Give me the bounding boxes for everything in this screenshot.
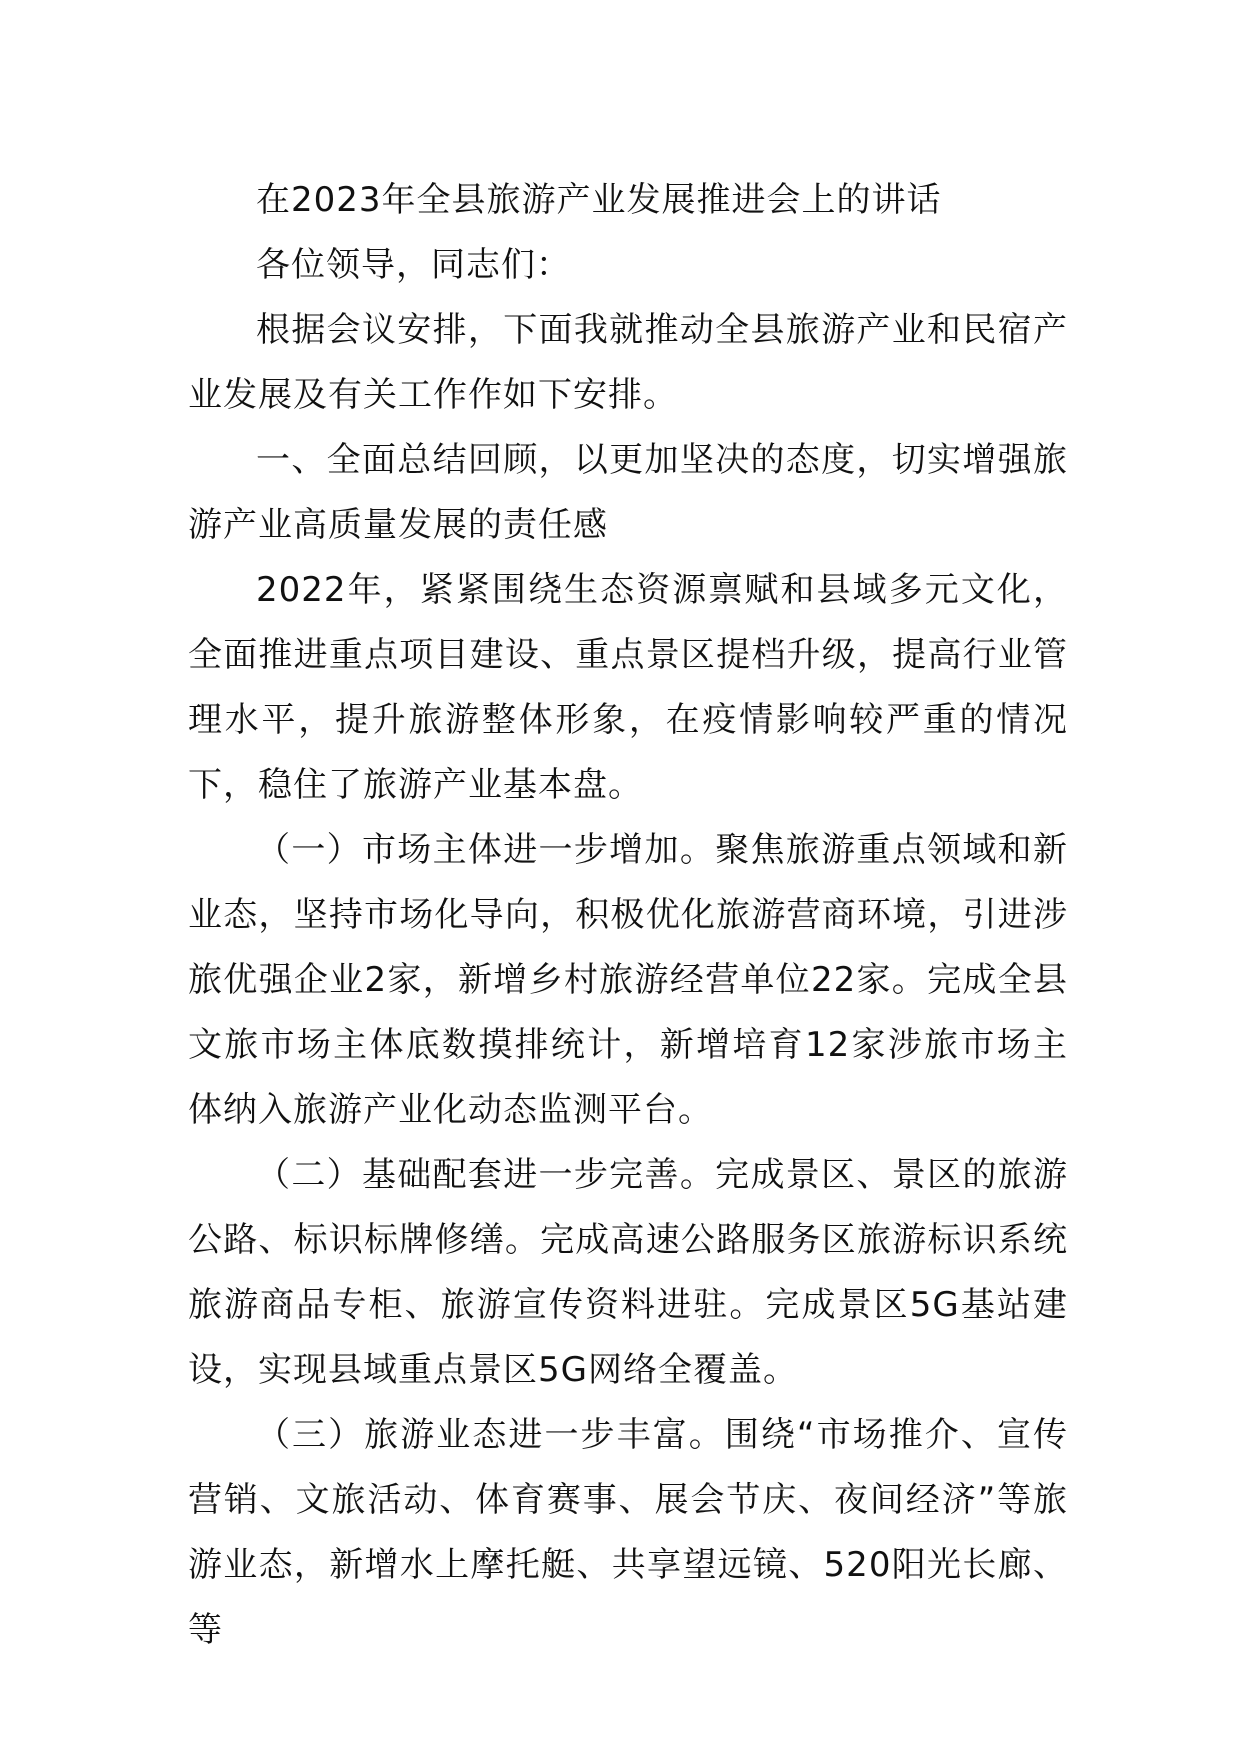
paragraph-infrastructure: （二）基础配套进一步完善。完成景区、景区的旅游公路、标识标牌修缮。完成高速公路服务区旅游标识系统旅游商品专柜、旅游宣传资料进驻。完成景区5G基站建设，实现县域重点景区5G网络全覆盖。 [188,1155,1068,1390]
paragraph-2022-summary: 2022年，紧紧围绕生态资源禀赋和县域多元文化，全面推进重点项目建设、重点景区提档升级，提高行业管理水平，提升旅游整体形象，在疫情影响较严重的情况下，稳住了旅游产业基本盘。 [188,570,1068,805]
paragraph-tourism-formats: （三）旅游业态进一步丰富。围绕“市场推介、宣传营销、文旅活动、体育赛事、展会节庆、夜间经济”等旅游业态，新增水上摩托艇、共享望远镜、520阳光长廊、等 [188,1415,1068,1650]
salutation: 各位领导，同志们： [256,245,571,285]
section-heading-1: 一、全面总结回顾，以更加坚决的态度，切实增强旅游产业高质量发展的责任感 [188,440,1068,545]
document-body [188,168,1068,1663]
speech-title: 在2023年全县旅游产业发展推进会上的讲话 [256,180,942,220]
paragraph-intro: 根据会议安排，下面我就推动全县旅游产业和民宿产业发展及有关工作作如下安排。 [188,310,1068,415]
paragraph-market-entities: （一）市场主体进一步增加。聚焦旅游重点领域和新业态，坚持市场化导向，积极优化旅游营商环境，引进涉旅优强企业2家，新增乡村旅游经营单位22家。完成全县文旅市场主体底数摸排统计，新增培育12家涉旅市场主体纳入旅游产业化动态监测平台。 [188,830,1068,1130]
